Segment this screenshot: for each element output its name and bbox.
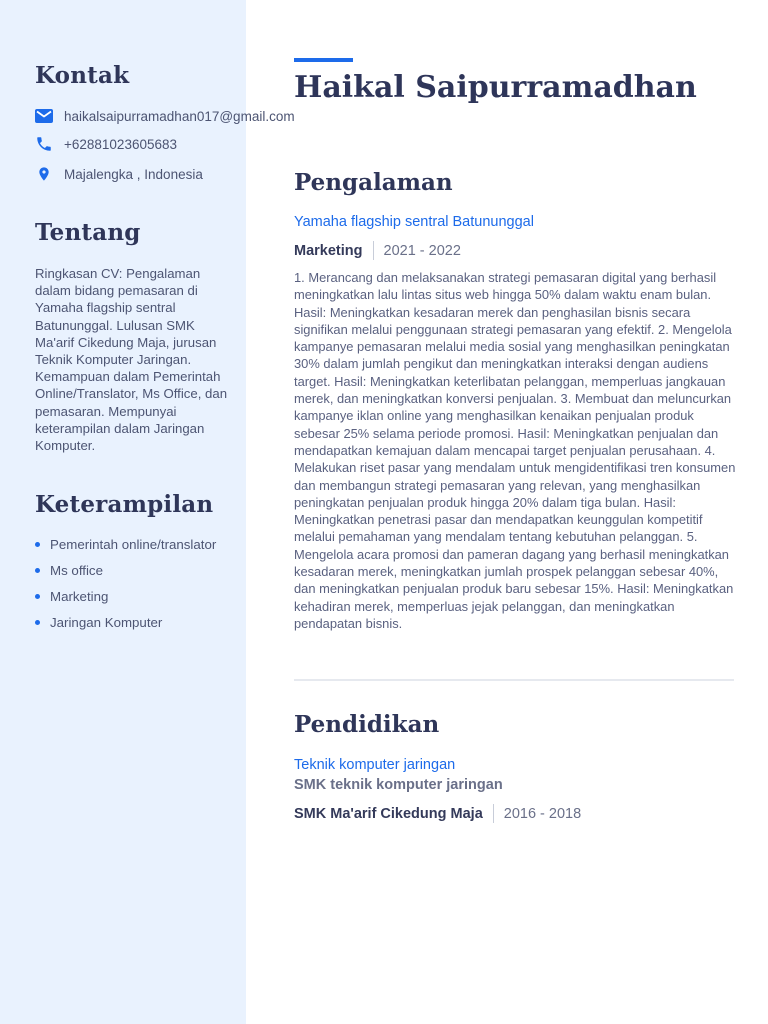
skills-heading: Keterampilan (35, 491, 214, 518)
location-pin-icon (35, 165, 53, 183)
skill-item: Jaringan Komputer (35, 614, 235, 632)
education-heading: Pendidikan (294, 711, 440, 738)
skill-item: Marketing (35, 588, 235, 606)
experience-role: Marketing (294, 242, 363, 259)
experience-description: 1. Merancang dan melaksanakan strategi pemasaran digital yang berhasil meningkatkan lalu lintas situs web hingga 50% dalam waktu enam bulan. Hasil: Meningkatkan kesadaran merek dan penghasilan bisnis secara signifikan melalui penggunaan strategi pemasaran yang efektif. 2. Mengelola kampanye pemasaran melalui media sosial yang menghasilkan peningkatan 30% dalam jumlah pengikut dan meningkatkan interaksi dengan audiens target. Hasil: Meningkatkan keterlibatan pelanggan, memperluas jangkauan merek, dan meningkatkan konversi penjualan. 3. Membuat dan meluncurkan kampanye iklan online yang menghasilkan kenaikan penjualan produk sebesar 25% selama periode promosi. Hasil: Meningkatkan penjualan dan mendapatkan kemajuan dalam mencapai target penjualan perusahaan. 4. Melakukan riset pasar yang mendalam untuk mengidentifikasi tren konsumen dan membangun strategi pemasaran yang relevan, yang menghasilkan peningkatan penjualan produk hingga 20% dalam tiga bulan. Hasil: Meningkatkan penetrasi pasar dan mendapatkan keunggulan kompetitif melalui pemahaman yang mendalam tentang kebutuhan pelanggan. 5. Mengelola acara promosi dan pameran dagang yang berhasil meningkatkan kesadaran merek, meningkatkan jumlah prospek pelanggan sebesar 40%, dan meningkatkan penjualan produk baru sebesar 15%. Hasil: Meningkatkan kehadiran merek, memperluas jejak pelanggan, dan meningkatkan pendapatan bisnis. (294, 270, 736, 631)
skill-item: Pemerintah online/translator (35, 536, 235, 554)
contact-email[interactable] (35, 106, 295, 126)
email-icon (35, 107, 53, 125)
experience-company: Yamaha flagship sentral Batununggal (294, 214, 534, 230)
skills-list (35, 536, 235, 640)
bullet-icon (35, 620, 40, 625)
phone-icon (35, 135, 53, 153)
meta-separator (493, 804, 494, 823)
experience-dates: 2021 - 2022 (383, 242, 461, 259)
experience-heading: Pengalaman (294, 169, 453, 196)
contact-phone[interactable] (35, 134, 177, 154)
sidebar (0, 0, 295, 1024)
education-dates: 2016 - 2018 (503, 805, 582, 822)
section-divider (294, 679, 734, 681)
bullet-icon (35, 542, 40, 547)
education-field: SMK teknik komputer jaringan (294, 777, 503, 793)
location-text: Majalengka , Indonesia (64, 166, 203, 182)
name-accent-bar (294, 58, 353, 62)
bullet-icon (35, 568, 40, 573)
candidate-name: Haikal Saipurramadhan (294, 70, 697, 105)
skill-item: Ms office (35, 562, 235, 580)
education-school: SMK Ma'arif Cikedung Maja (294, 805, 483, 822)
bullet-icon (35, 594, 40, 599)
contact-location (35, 164, 203, 184)
contact-heading: Kontak (35, 62, 130, 89)
about-heading: Tentang (35, 219, 141, 246)
experience-meta (294, 241, 461, 260)
phone-text: +62881023605683 (64, 136, 177, 152)
education-meta (294, 804, 581, 823)
education-degree: Teknik komputer jaringan (294, 757, 456, 773)
email-text: haikalsaipurramadhan017@gmail.com (64, 108, 295, 124)
about-text: Ringkasan CV: Pengalaman dalam bidang pemasaran di Yamaha flagship sentral Batununggal. Lulusan SMK Ma'arif Cikedung Maja, jurusan Teknik Komputer Jaringan. Kemampuan dalam Pemerintah Online/Translator, Ms Office, dan pemasaran. Mempunyai keterampilan dalam Jaringan Komputer. (35, 266, 228, 454)
meta-separator (373, 241, 374, 260)
